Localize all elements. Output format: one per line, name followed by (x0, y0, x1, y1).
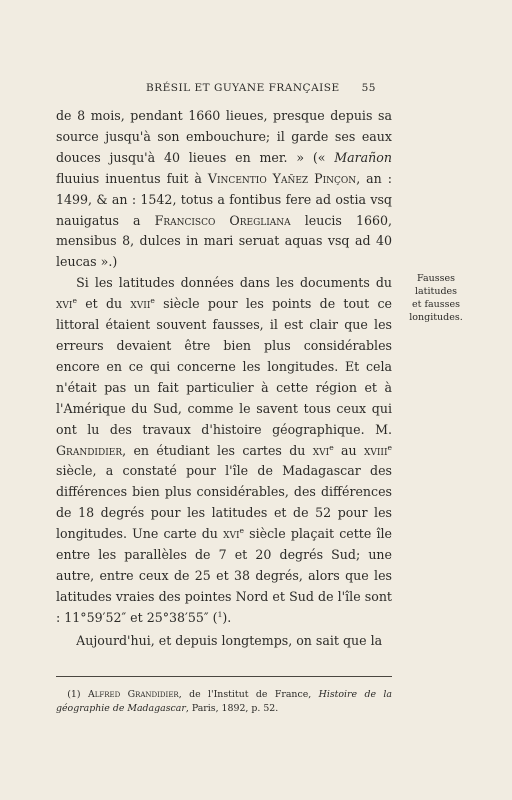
margin-note: Fausses latitudes et fausses longitudes. (409, 273, 463, 323)
name-francisco: Francisco Oregliana (154, 212, 291, 228)
paragraph-3: Aujourd'hui, et depuis longtemps, on sait que la (76, 633, 383, 648)
page-number: 55 (361, 82, 376, 94)
footnote-divider (56, 676, 392, 677)
paragraph-1: de 8 mois, pendant 1660 lieues, presque depuis sa source jusqu'à son embouchure; il garde ses eaux douces jusqu'à 40 lieues en mer. » (« Marañon fluuius inuentus fuit à Vincentio Yañez Pinçon, an : 1499, & an : 1542, totus a fontibus fere ad ostia vsq nauigatus a Francisco Oregliana leucis 1660, mensibus 8, dulces in mari seruat aquas vsq ad 40 leucas ».) (56, 108, 392, 270)
body-text (56, 106, 392, 629)
italic-marañon: Marañon (334, 149, 392, 165)
name-vincentio: Vincentio Yañez Pinçon (207, 170, 357, 186)
footnote-author: Alfred Grandidier (87, 689, 179, 700)
footnote-title: Histoire de la géographie de Madagascar (56, 689, 392, 714)
footnote: (1) Alfred Grandidier, de l'Institut de France, Histoire de la géographie de Madagascar, Paris, 1892, p. 52. (56, 689, 392, 714)
footnote-reference: 1 (217, 609, 223, 619)
paragraph-2: Si les latitudes données dans les documents du xvi$^e$ et du xvii$^e$ siècle pour les points de tout ce littoral étaient souvent fausses, il est clair que les erreurs devaient être bien plus considérables encore en ce qui concerne les longitudes. Et cela n'était pas un fait particulier à cette région et à l'Amérique du Sud, comme le savent tous ceux qui ont lu des travaux d'histoire géographique. M. Grandidier, en étudiant les cartes du xvi$^e$ au xviii$^e$ siècle, a constaté pour l'île de Madagascar des différences bien plus considérables, des différences de 18 degrés pour les latitudes et de 52 pour les longitudes. Une carte du xvi$^e$ siècle plaçait cette île entre les parallèles de 7 et 20 degrés Sud; une autre, entre ceux de 25 et 38 degrés, alors que les latitudes vraies des pointes Nord et Sud de l'île sont : 11°59′52″ et 25°38′55″ ($^1$). (56, 275, 392, 625)
name-grandidier: Grandidier (56, 442, 123, 458)
running-title: BRÉSIL ET GUYANE FRANÇAISE (146, 82, 340, 94)
